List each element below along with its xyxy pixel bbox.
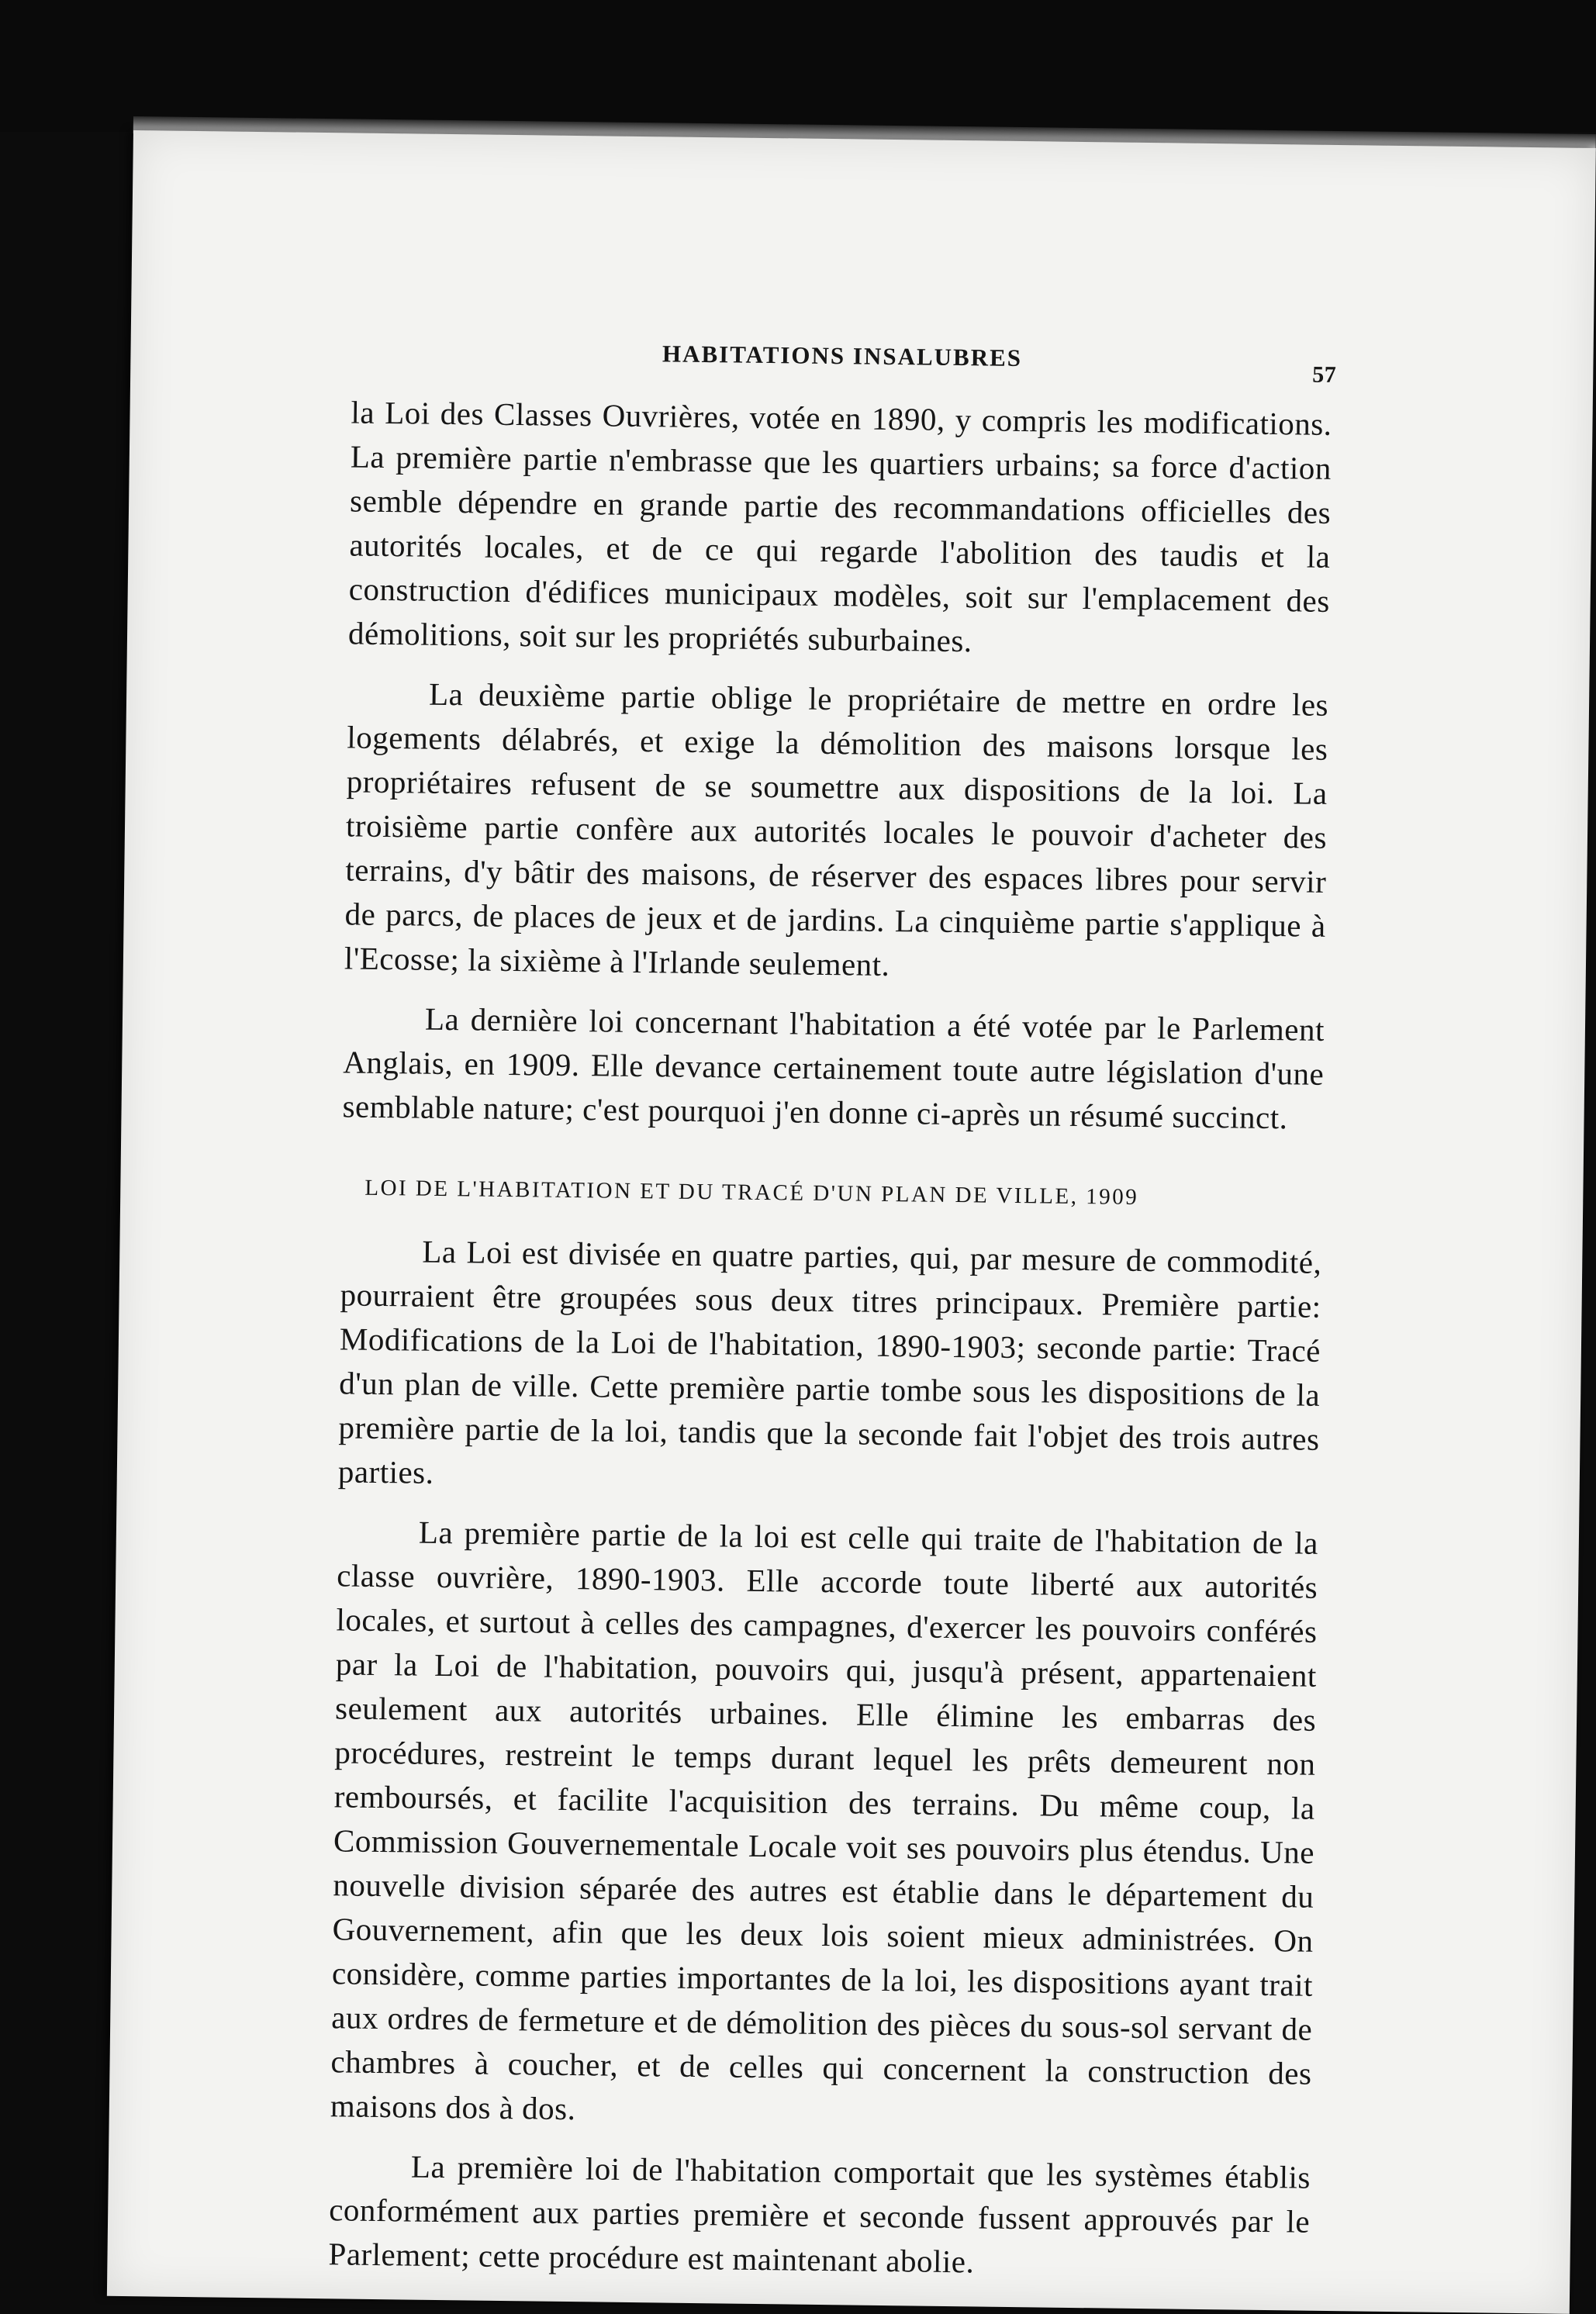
paragraph-derniere-loi: La dernière loi concernant l'habitation a été votée par le Parlement Anglais, en 1909. Elle devance certainement toute autre législation d'une semblable nature; c'est pourquoi j'en donne ci-après un résumé succinct.	[342, 1000, 1325, 1136]
paragraph-premiere-loi: La première loi de l'habitation comportait que les systèmes établis conformément aux parties première et seconde fussent approuvés par le Parlement; cette procédure est maintenant abolie.	[328, 2148, 1311, 2280]
page-content	[328, 336, 1337, 2288]
running-title: HABITATIONS INSALUBRES	[662, 340, 1023, 372]
section-heading: LOI DE L'HABITATION ET DU TRACÉ D'UN PLAN DE VILLE, 1909	[364, 1175, 1139, 1210]
page-number: 57	[1312, 361, 1337, 388]
book-page	[107, 130, 1596, 2314]
paragraph-deuxieme-partie: La deuxième partie oblige le propriétaire de mettre en ordre les logements délabrés, et exige la démolition des maisons lorsque les propriétaires refusent de se soumettre aux dispositions de la loi. La troisième partie confère aux autorités locales le pouvoir d'acheter des terrains, d'y bâtir des maisons, de réserver des espaces libres pour servir de parcs, de places de jeux et de jardins. La cinquième partie s'applique à l'Ecosse; la sixième à l'Irlande seulement.	[344, 675, 1329, 983]
paragraph-loi-divisee: La Loi est divisée en quatre parties, qui, par mesure de commodité, pourraient être groupées sous deux titres principaux. Première partie: Modifications de la Loi de l'habitation, 1890-1903; seconde partie: Tracé d'un plan de ville. Cette première partie tombe sous les dispositions de la première partie de la loi, tandis que la seconde fait l'objet des trois autres parties.	[337, 1233, 1322, 1490]
scan-background	[0, 0, 1596, 132]
paragraph-premiere-partie: La première partie de la loi est celle qui traite de l'habitation de la classe ouvrière, 1890-1903. Elle accorde toute liberté aux autorités locales, et surtout à celles des campagnes, d'exercer les pouvoirs conférés par la Loi de l'habitation, pouvoirs qui, jusqu'à présent, appartenaient seulement aux autorités urbaines. Elle élimine les embarras des procédures, restreint le temps durant lequel les prêts demeurent non remboursés, et facilite l'acquisition des terrains. Du même coup, la Commission Gouvernementale Locale voit ses pouvoirs plus étendus. Une nouvelle division séparée des autres est établie dans le département du Gouvernement, afin que les deux lois soient mieux administrées. On considère, comme parties importantes de la loi, les dispositions ayant trait aux ordres de fermeture et de démolition des pièces du sous-sol servant de chambres à coucher, et de celles qui concernent la construction des maisons dos à dos.	[330, 1514, 1319, 2127]
paragraph-continuation: la Loi des Classes Ouvrières, votée en 1890, y compris les modifications. La première partie n'embrasse que les quartiers urbains; sa force d'action semble dépendre en grande partie des recommandations officielles des autorités locales, et de ce qui regarde l'abolition des taudis et la construction d'édifices municipaux modèles, soit sur l'emplacement des démolitions, soit sur les propriétés suburbaines.	[347, 394, 1332, 659]
